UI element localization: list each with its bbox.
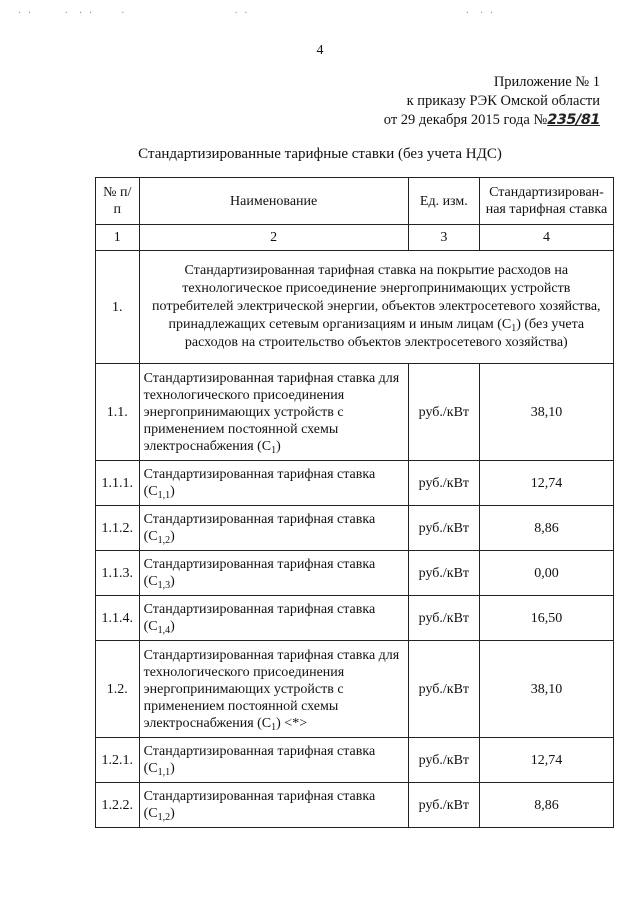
row-name [139,641,408,738]
column-number: 1 [96,225,140,251]
row-subscript: 1,1 [157,767,171,778]
row-value: 16,50 [479,596,613,641]
table-row [96,641,614,738]
row-subscript: 1,4 [157,625,171,636]
table-row [96,738,614,783]
row-text-end: ) [170,619,175,634]
row-text: Стандартизированная тарифная ставка (С [143,512,376,544]
page-number: 4 [316,43,324,58]
appendix-line-3 [384,111,600,130]
appendix-line-2: к приказу РЭК Омской области [406,93,600,109]
table-header-row [96,178,614,225]
row-number: 1.1.1. [96,461,140,506]
row-text: Стандартизированная тарифная ставка (С [143,789,376,821]
section-number: 1. [96,251,140,364]
header-rate: Стандартизирован-ная тарифная ставка [479,178,613,225]
row-value: 8,86 [479,783,613,828]
row-unit: руб./кВт [408,738,479,783]
row-subscript: 1,3 [157,580,171,591]
row-unit: руб./кВт [408,641,479,738]
row-number: 1.2.2. [96,783,140,828]
scan-artifact: · · · · · · · · · · · [18,8,496,19]
row-unit: руб./кВт [408,364,479,461]
row-number: 1.1.2. [96,506,140,551]
header-name: Наименование [139,178,408,225]
column-number: 2 [139,225,408,251]
tariff-table [95,177,614,828]
column-number: 3 [408,225,479,251]
row-number: 1.2. [96,641,140,738]
table-row [96,783,614,828]
row-number: 1.1. [96,364,140,461]
row-name [139,506,408,551]
row-text: Стандартизированная тарифная ставка (С [143,744,376,776]
table-row [96,596,614,641]
row-unit: руб./кВт [408,551,479,596]
row-number: 1.1.4. [96,596,140,641]
document-title: Стандартизированные тарифные ставки (без учета НДС) [138,146,502,162]
row-value: 8,86 [479,506,613,551]
row-text-end: ) [170,484,175,499]
appendix-line-1: Приложение № 1 [493,74,600,90]
row-text: Стандартизированная тарифная ставка для технологического присоединения энергопринимающих устройств с применением постоянной схемы электроснабжения (С [143,647,400,731]
row-text: Стандартизированная тарифная ставка (С [143,602,376,634]
row-name [139,551,408,596]
header-unit: Ед. изм. [408,178,479,225]
row-subscript: 1,2 [157,535,171,546]
row-value: 38,10 [479,364,613,461]
row-subscript: 1,2 [157,812,171,823]
row-name [139,596,408,641]
row-text: Стандартизированная тарифная ставка (С [143,467,376,499]
row-unit: руб./кВт [408,506,479,551]
row-text-end: ) [170,761,175,776]
row-subscript: 1,1 [157,490,171,501]
row-value: 12,74 [479,461,613,506]
row-unit: руб./кВт [408,783,479,828]
column-number-row [96,225,614,251]
row-number: 1.1.3. [96,551,140,596]
row-text: Стандартизированная тарифная ставка (С [143,557,376,589]
row-name [139,738,408,783]
row-text-end: ) [170,574,175,589]
header-number: № п/п [96,178,140,225]
section-description [139,251,613,364]
row-value: 0,00 [479,551,613,596]
row-text-end: ) <*> [276,715,308,731]
row-subscript: 1 [271,444,277,456]
table-row [96,364,614,461]
row-number: 1.2.1. [96,738,140,783]
row-unit: руб./кВт [408,461,479,506]
row-name [139,461,408,506]
row-text: Стандартизированная тарифная ставка для технологического присоединения энергопринимающих устройств с применением постоянной схемы электроснабжения (С [143,370,400,454]
row-text-end: ) [276,438,281,454]
handwritten-order-number: 235/81 [547,112,600,128]
column-number: 4 [479,225,613,251]
table-row [96,461,614,506]
row-value: 12,74 [479,738,613,783]
row-text-end: ) [170,806,175,821]
row-unit: руб./кВт [408,596,479,641]
section-row [96,251,614,364]
row-name [139,364,408,461]
section-subscript: 1 [511,323,517,334]
section-text: Стандартизированная тарифная ставка на покрытие расходов на технологическое присоединение энергопринимающих устройств потребителей электрической энергии, объектов электросетевого хозяйства, принадлежащих сетевым организациям и иным лицам (С [152,263,601,332]
appendix-date-prefix: от 29 декабря 2015 года № [383,112,548,128]
table-row [96,506,614,551]
section-text-end: ) (без учета расходов на строительство объектов электросетевого хозяйства) [184,317,585,350]
table-row [96,551,614,596]
row-subscript: 1 [271,721,277,733]
row-text-end: ) [170,529,175,544]
row-value: 38,10 [479,641,613,738]
row-name [139,783,408,828]
